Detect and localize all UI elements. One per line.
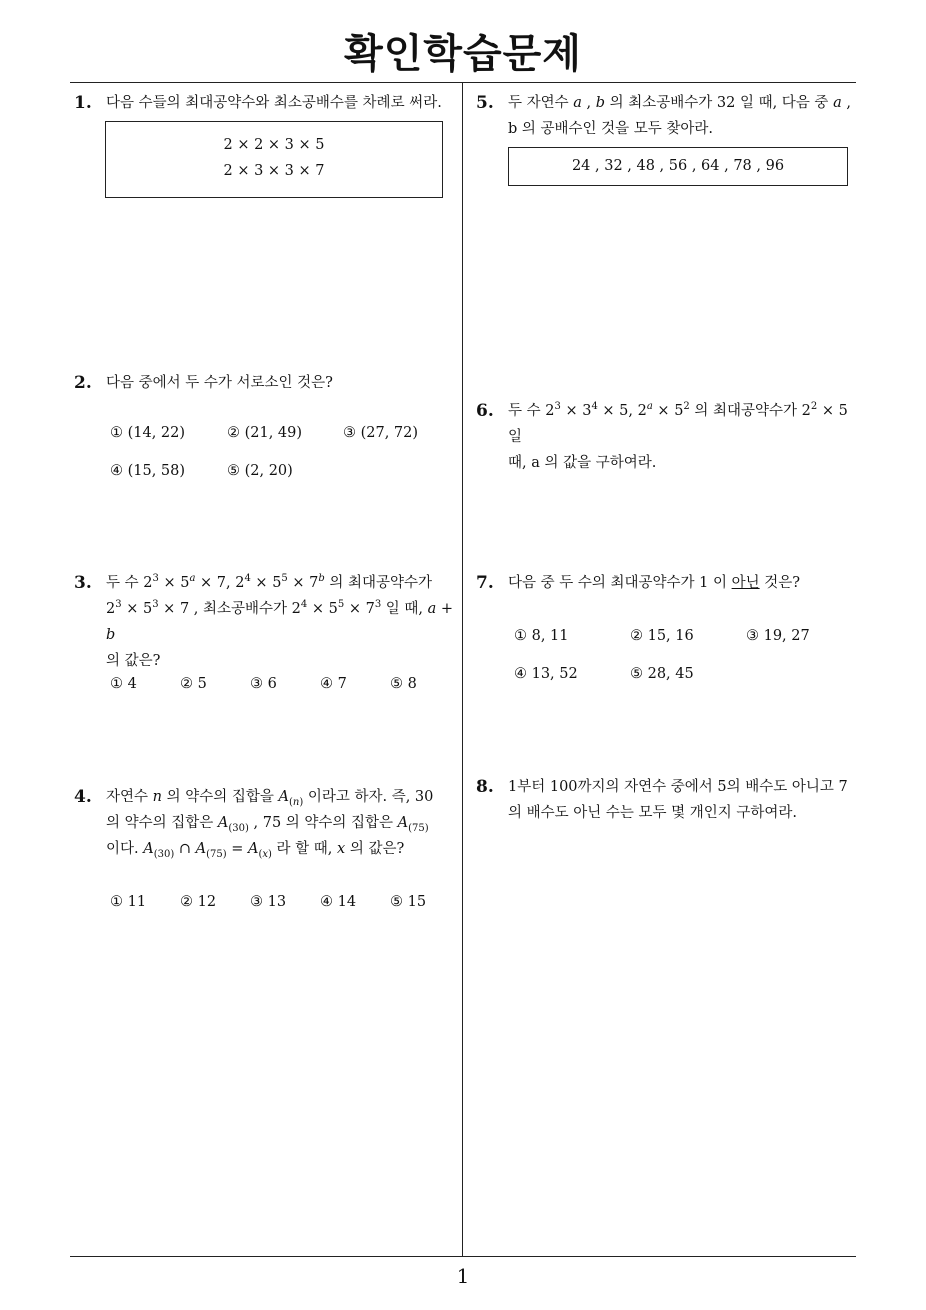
option-5[interactable]: ⑤ (2, 20): [227, 463, 293, 479]
problem-text: 두 수 $2^3 \times 5^a \times 7$, $2^4 \times 5^5 \times 7^b$ 의 최대공약수가 $2^3 \times 5^3 \times 7$ , 최소공배수가 $2^4 \times 5^5 \times 7^3$ 일 때, a + b 의 값은?: [106, 573, 454, 669]
problem-text: 1부터 100까지의 자연수 중에서 5의 배수도 아니고 7 의 배수도 아닌 수는 모두 몇 개인지 구하여라.: [508, 779, 848, 821]
problem-number: 2.: [74, 373, 92, 393]
option-3[interactable]: ③ 19, 27: [746, 628, 810, 644]
problem-8: [476, 774, 860, 834]
problem-text: 다음 중 두 수의 최대공약수가 1 이 아닌 것은?: [508, 575, 801, 591]
option-1[interactable]: ① 11: [110, 894, 147, 910]
problem-1: [74, 90, 458, 210]
problem-number: 4.: [74, 787, 92, 807]
problem-number: 3.: [74, 573, 92, 593]
problem-7: [476, 570, 860, 690]
problem-text: 자연수 n 의 약수의 집합을 $A_{(n)}$ 이라고 하자. 즉, 30 의 약수의 집합은 $A_{(30)}$ , 75 의 약수의 집합은 $A_{(75)}$ 이다. $A_{(30)}$ ∩ $A_{(75)} = A_{(x)}$ 라 할 때, x 의 값은?: [106, 789, 434, 860]
option-2[interactable]: ② 15, 16: [630, 628, 694, 644]
problem-3: [74, 570, 458, 710]
problem-text: 다음 수들의 최대공약수와 최소공배수를 차례로 써라.: [106, 95, 442, 111]
problem-number: 1.: [74, 93, 92, 113]
problem-6: [476, 398, 860, 471]
page-title: 확인학습문제: [344, 31, 582, 77]
option-4[interactable]: ④ 13, 52: [514, 666, 578, 682]
option-4[interactable]: ④ (15, 58): [110, 463, 186, 479]
problem-text: 두 자연수 a , b 의 최소공배수가 32 일 때, 다음 중 a , b 의 공배수인 것을 모두 찾아라.: [508, 95, 851, 137]
option-4[interactable]: ④ 14: [320, 894, 357, 910]
option-5[interactable]: ⑤ 8: [390, 676, 417, 692]
option-1[interactable]: ① 4: [110, 676, 137, 692]
problem-number: 8.: [476, 777, 494, 797]
option-1[interactable]: ① 8, 11: [514, 628, 569, 644]
option-2[interactable]: ② (21, 49): [227, 425, 303, 441]
number-list-box: 24 , 32 , 48 , 56 , 64 , 78 , 96: [508, 147, 848, 186]
page-number: 1: [456, 1264, 470, 1288]
bottom-divider: [70, 1256, 856, 1257]
option-2[interactable]: ② 5: [180, 676, 207, 692]
option-3[interactable]: ③ (27, 72): [343, 425, 419, 441]
option-3[interactable]: ③ 13: [250, 894, 287, 910]
problem-text: 다음 중에서 두 수가 서로소인 것은?: [106, 375, 333, 391]
problem-number: 5.: [476, 93, 494, 113]
option-3[interactable]: ③ 6: [250, 676, 277, 692]
problem-number: 6.: [476, 401, 494, 421]
expression-box: [105, 121, 443, 198]
option-5[interactable]: ⑤ 28, 45: [630, 666, 694, 682]
expression-line: 2 × 2 × 3 × 5: [223, 137, 325, 153]
problem-2: [74, 370, 458, 490]
problem-4: [74, 784, 458, 924]
expression-line: 2 × 3 × 3 × 7: [223, 163, 325, 179]
option-1[interactable]: ① (14, 22): [110, 425, 186, 441]
problem-number: 7.: [476, 573, 494, 593]
option-2[interactable]: ② 12: [180, 894, 217, 910]
option-4[interactable]: ④ 7: [320, 676, 347, 692]
top-divider: [70, 82, 856, 83]
option-5[interactable]: ⑤ 15: [390, 894, 427, 910]
problem-text: 두 수 $2^3 \times 3^4 \times 5$, $2^a \times 5^2$ 의 최대공약수가 $2^2 \times 5$ 일 때, a 의 값을 구하여라.: [508, 401, 848, 471]
problem-5: [476, 90, 860, 200]
column-divider: [462, 82, 463, 1256]
